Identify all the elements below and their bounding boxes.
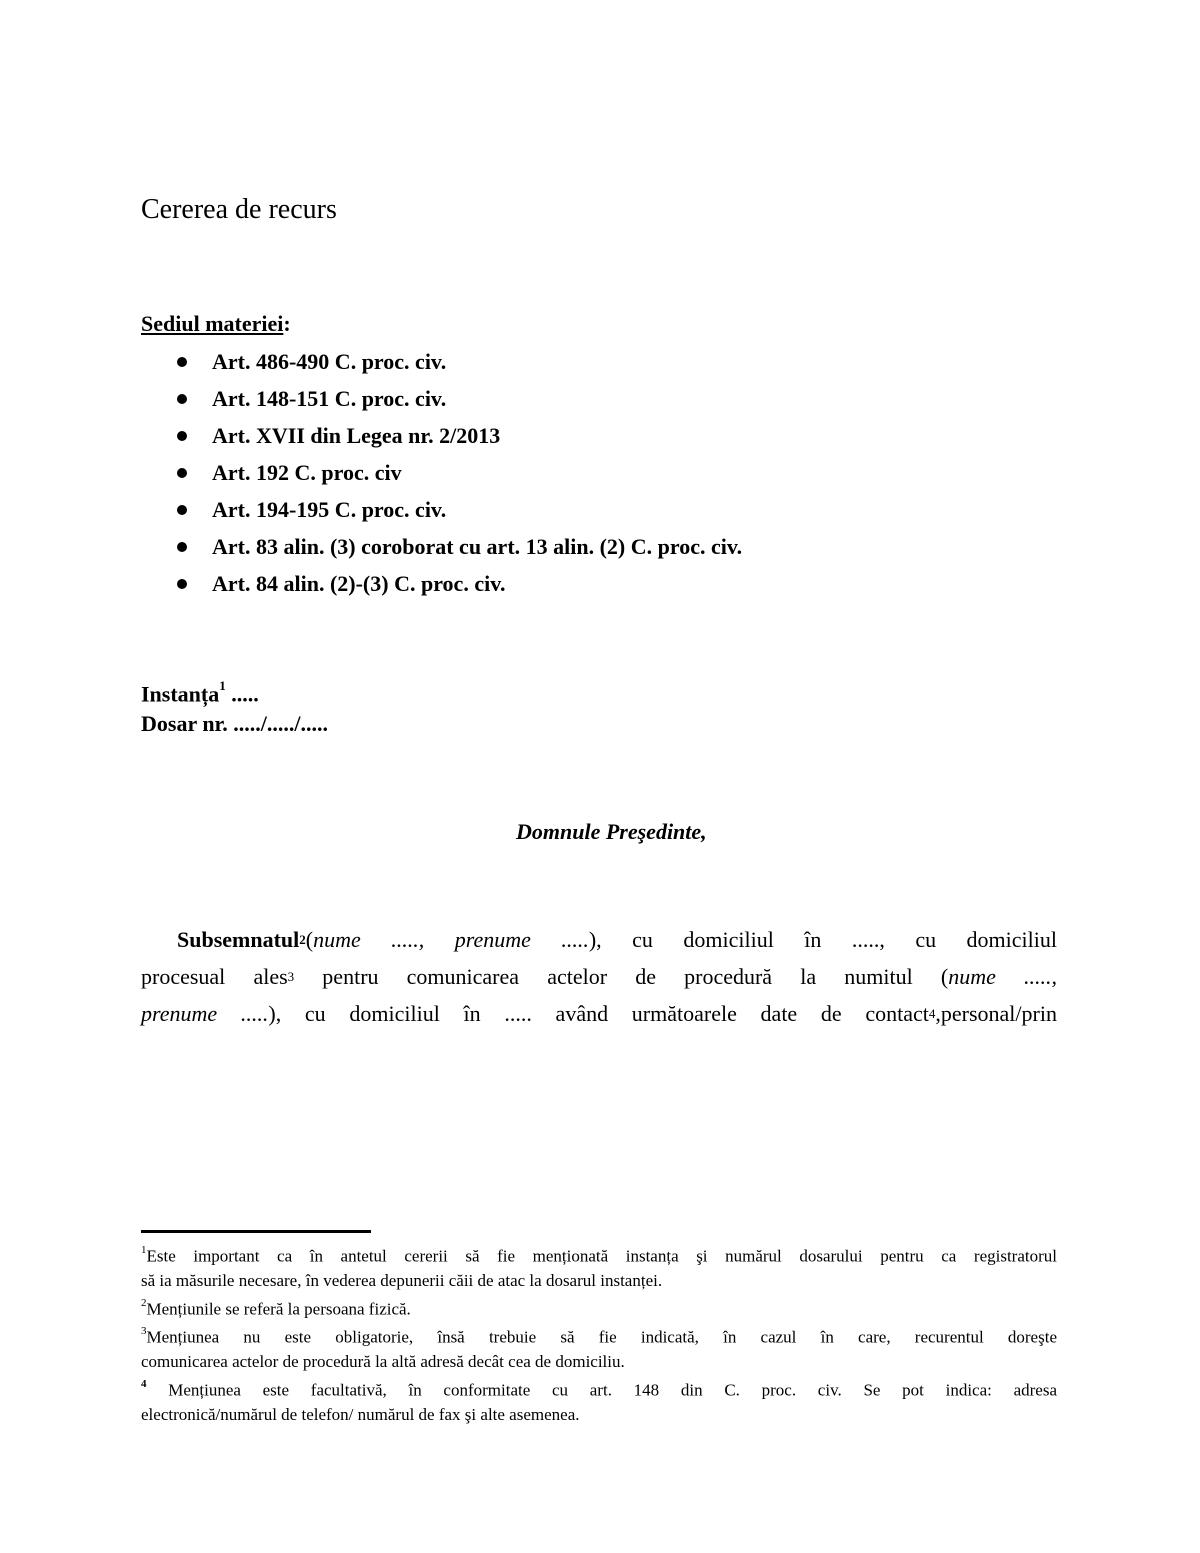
subsemnatul: Subsemnatul	[177, 927, 300, 952]
article-text: Art. 486-490 C. proc. civ.	[212, 349, 447, 374]
text-fragment: ,personal/prin	[935, 1001, 1057, 1026]
footnote-ref: 2	[299, 932, 306, 947]
footnote-text: Mențiunea nu este obligatorie, însă trebuie să fie indicată, în cazul în care, recurentul doreşte	[146, 1327, 1057, 1347]
bullet-icon	[177, 579, 187, 589]
bullet-icon	[177, 505, 187, 515]
footnote-text: să ia măsurile necesare, în vederea depunerii căii de atac la dosarul instanței.	[141, 1270, 663, 1290]
text-fragment: (	[305, 927, 314, 952]
instanta-label: Instanța	[141, 681, 220, 707]
footnotes	[141, 1240, 1057, 1427]
document-title: Cererea de recurs	[141, 194, 337, 225]
footnote-number: 2	[141, 1296, 147, 1309]
body-paragraph	[141, 921, 1057, 1032]
list-item	[141, 565, 742, 602]
footnote-text: Mențiunea este facultativă, în conformitate cu art. 148 din C. proc. civ. Se pot indica: adresa	[146, 1380, 1057, 1400]
text-fragment	[424, 927, 454, 952]
footnote-text: comunicarea actelor de procedură la altă adresă decât cea de domiciliu.	[141, 1351, 625, 1371]
article-text: Art. 192 C. proc. civ	[212, 460, 402, 485]
sediul-materiei-colon: :	[283, 311, 291, 336]
body-line-2	[141, 958, 1057, 995]
placeholder-prenume: prenume .....	[141, 1001, 269, 1026]
article-text: Art. 148-151 C. proc. civ.	[212, 386, 447, 411]
sediul-materiei-label: Sediul materiei	[141, 311, 284, 336]
dosar-line: Dosar nr. ...../...../.....	[141, 711, 329, 736]
list-item	[141, 417, 742, 454]
footnote-number: 1	[141, 1244, 147, 1256]
footnote-2	[141, 1293, 1057, 1322]
article-text: Art. 84 alin. (2)-(3) C. proc. civ.	[212, 571, 506, 596]
footnote-3	[141, 1321, 1057, 1374]
bullet-icon	[177, 394, 187, 404]
list-item	[141, 528, 742, 565]
footnote-ref: 3	[287, 969, 295, 984]
sediul-materiei-heading	[141, 309, 291, 339]
article-text: Art. 83 alin. (3) coroborat cu art. 13 alin. (2) C. proc. civ.	[212, 534, 743, 559]
footnote-1	[141, 1240, 1057, 1293]
body-line-3	[141, 995, 1057, 1032]
placeholder-nume: nume .....,	[948, 964, 1057, 989]
article-list	[141, 343, 742, 602]
bullet-icon	[177, 357, 187, 367]
text-fragment: procesual ales	[141, 964, 288, 989]
footnote-text: Este important ca în antetul cererii să fie menționată instanța şi numărul dosarului pentru ca registratorul	[146, 1246, 1057, 1266]
footnote-text: Mențiunile se referă la persoana fizică.	[146, 1299, 411, 1319]
bullet-icon	[177, 468, 187, 478]
text-fragment: ), cu domiciliul în ....., cu domiciliul	[588, 927, 1057, 952]
list-item	[141, 343, 742, 380]
article-text: Art. XVII din Legea nr. 2/2013	[212, 423, 501, 448]
footnote-ref: 4	[928, 1006, 936, 1021]
instanta-line	[141, 672, 259, 711]
article-text: Art. 194-195 C. proc. civ.	[212, 497, 447, 522]
footnote-number: 3	[141, 1325, 147, 1338]
bullet-icon	[177, 542, 187, 552]
placeholder-nume: nume .....,	[313, 927, 425, 952]
footnote-4	[141, 1374, 1057, 1427]
footnote-ref: 1	[219, 678, 226, 693]
instanta-value: .....	[225, 681, 259, 707]
footnote-number: 4	[141, 1377, 147, 1390]
footnote-separator	[141, 1230, 371, 1233]
footnote-text: electronică/numărul de telefon/ numărul de fax şi alte asemenea.	[141, 1404, 580, 1424]
list-item	[141, 491, 742, 528]
bullet-icon	[177, 431, 187, 441]
list-item	[141, 454, 742, 491]
text-fragment: pentru comunicarea actelor de procedură la numitul (	[294, 964, 949, 989]
placeholder-prenume: prenume .....	[454, 927, 589, 952]
text-fragment: ), cu domiciliul în ..... având următoarele date de contact	[268, 1001, 929, 1026]
body-line-1	[141, 921, 1057, 958]
list-item	[141, 380, 742, 417]
salutation: Domnule Preşedinte,	[516, 819, 707, 844]
